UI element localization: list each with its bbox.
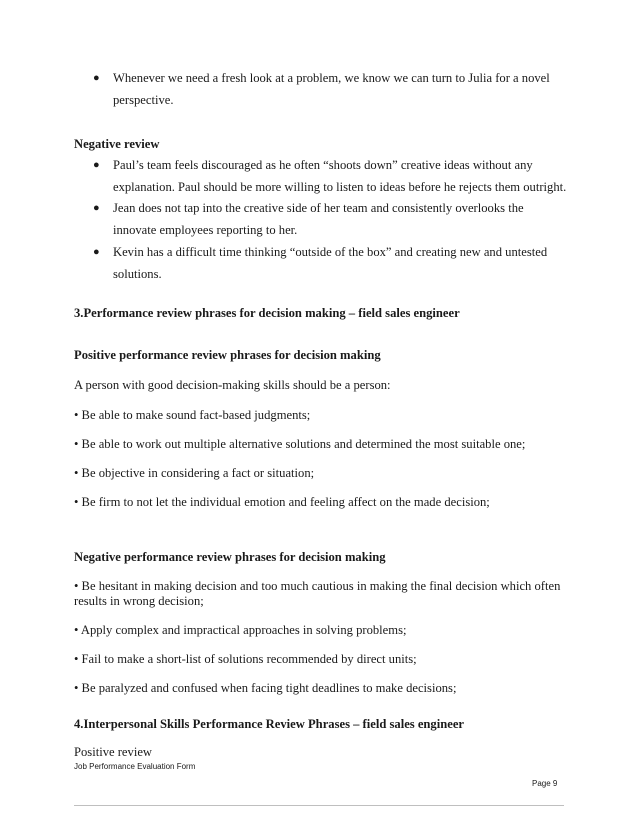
negative-review-heading: Negative review xyxy=(74,137,160,151)
negative-bullet-1-line2: explanation. Paul should be more willing to listen to ideas before he rejects them outright. xyxy=(113,180,567,194)
section3-negative-heading: Negative performance review phrases for decision making xyxy=(74,550,386,564)
negative-bullet-1-line1: Paul’s team feels discouraged as he often “shoots down” creative ideas without any xyxy=(113,158,533,172)
footer-divider xyxy=(74,805,564,806)
footer-page-number: Page 9 xyxy=(532,779,558,788)
bullet-dot-icon: ● xyxy=(93,72,100,84)
bullet-dot-icon: ● xyxy=(93,159,100,171)
section4-title: 4.Interpersonal Skills Performance Review Phrases – field sales engineer xyxy=(74,717,464,731)
list-item: • Be hesitant in making decision and too much cautious in making the final decision which often xyxy=(74,579,561,593)
footer-form-title: Job Performance Evaluation Form xyxy=(74,762,196,771)
negative-bullet-2-line1: Jean does not tap into the creative side of her team and consistently overlooks the xyxy=(113,201,524,215)
intro-bullet-1-line2: perspective. xyxy=(113,93,174,107)
bullet-dot-icon: ● xyxy=(93,202,100,214)
section3-positive-heading: Positive performance review phrases for decision making xyxy=(74,348,381,362)
negative-bullet-3-line1: Kevin has a difficult time thinking “outside of the box” and creating new and untested xyxy=(113,245,548,259)
list-item: • Be paralyzed and confused when facing tight deadlines to make decisions; xyxy=(74,681,457,695)
list-item: • Be able to make sound fact-based judgments; xyxy=(74,408,311,422)
section4-positive-heading: Positive review xyxy=(74,745,152,759)
negative-bullet-3-line2: solutions. xyxy=(113,267,162,281)
list-item: • Be firm to not let the individual emotion and feeling affect on the made decision; xyxy=(74,495,490,509)
section3-title: 3.Performance review phrases for decision making – field sales engineer xyxy=(74,306,460,320)
intro-bullet-1-line1: Whenever we need a fresh look at a problem, we know we can turn to Julia for a novel xyxy=(113,71,550,85)
list-item: • Fail to make a short-list of solutions recommended by direct units; xyxy=(74,652,417,666)
section3-positive-intro: A person with good decision-making skills should be a person: xyxy=(74,378,391,392)
list-item-continuation: results in wrong decision; xyxy=(74,594,204,608)
bullet-dot-icon: ● xyxy=(93,246,100,258)
list-item: • Be able to work out multiple alternative solutions and determined the most suitable one; xyxy=(74,437,526,451)
list-item: • Be objective in considering a fact or situation; xyxy=(74,466,315,480)
list-item: • Apply complex and impractical approaches in solving problems; xyxy=(74,623,407,637)
negative-bullet-2-line2: innovate employees reporting to her. xyxy=(113,223,298,237)
